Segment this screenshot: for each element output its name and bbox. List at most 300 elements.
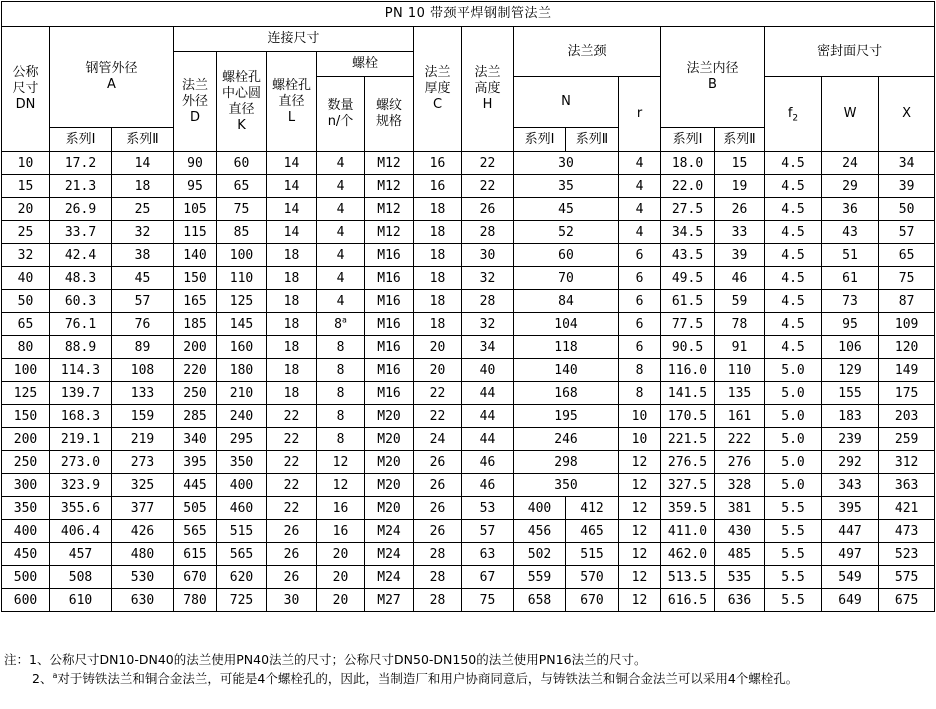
cell-w: 343 [822,474,879,497]
cell-height: 75 [462,589,514,612]
cell-x: 149 [879,359,935,382]
cell-pipe-od-ii: 89 [112,336,174,359]
cell-bolt-qty: 8 [317,382,365,405]
cell-f2: 5.0 [765,428,822,451]
cell-x: 203 [879,405,935,428]
cell-flange-od: 505 [174,497,217,520]
cell-flange-od: 615 [174,543,217,566]
cell-pipe-od-i: 355.6 [50,497,112,520]
header-bore-series-ii: 系列Ⅱ [715,128,765,152]
cell-bore-ii: 381 [715,497,765,520]
cell-bolt-qty: 16 [317,497,365,520]
cell-neck-n: 168 [514,382,619,405]
cell-w: 649 [822,589,879,612]
cell-bolt-hole: 14 [267,152,317,175]
cell-bore-i: 513.5 [661,566,715,589]
cell-bolt-hole: 18 [267,244,317,267]
table-row [2,428,935,451]
cell-bolt-hole: 30 [267,589,317,612]
cell-bolt-qty: 12 [317,451,365,474]
cell-bore-i: 61.5 [661,290,715,313]
cell-bolt-circle: 145 [217,313,267,336]
cell-w: 73 [822,290,879,313]
cell-flange-od: 395 [174,451,217,474]
cell-bolt-circle: 100 [217,244,267,267]
cell-bolt-thread: M27 [365,589,414,612]
cell-height: 32 [462,267,514,290]
cell-height: 28 [462,221,514,244]
table-row [2,221,935,244]
header-f2: $f_2$ [765,77,822,152]
cell-w: 155 [822,382,879,405]
note-1: 注：1、公称尺寸DN10-DN40的法兰使用PN40法兰的尺寸；公称尺寸DN50-DN150的法兰使用PN16法兰的尺寸。 [4,652,647,667]
cell-x: 363 [879,474,935,497]
header-neck-n: N [514,77,619,128]
cell-x: 675 [879,589,935,612]
cell-bolt-circle: 110 [217,267,267,290]
cell-bore-i: 616.5 [661,589,715,612]
cell-bolt-thread: M16 [365,313,414,336]
cell-dn: 100 [2,359,50,382]
cell-bore-ii: 19 [715,175,765,198]
cell-bolt-hole: 14 [267,175,317,198]
cell-bolt-thread: M12 [365,152,414,175]
cell-w: 106 [822,336,879,359]
cell-pipe-od-i: 42.4 [50,244,112,267]
cell-f2: 5.0 [765,359,822,382]
cell-neck-n: 350 [514,474,619,497]
cell-f2: 5.0 [765,405,822,428]
cell-bolt-qty: 4 [317,267,365,290]
cell-bolt-circle: 65 [217,175,267,198]
cell-height: 28 [462,290,514,313]
cell-bolt-circle: 240 [217,405,267,428]
table-row [2,451,935,474]
cell-bolt-qty: 20 [317,543,365,566]
cell-height: 22 [462,175,514,198]
cell-thickness: 26 [414,497,462,520]
flange-spec-table [1,1,935,612]
cell-flange-od: 115 [174,221,217,244]
cell-bolt-circle: 460 [217,497,267,520]
cell-pipe-od-ii: 45 [112,267,174,290]
cell-thickness: 20 [414,336,462,359]
cell-bolt-circle: 160 [217,336,267,359]
cell-thickness: 18 [414,313,462,336]
cell-flange-od: 140 [174,244,217,267]
cell-x: 109 [879,313,935,336]
cell-x: 39 [879,175,935,198]
cell-height: 46 [462,451,514,474]
table-row [2,520,935,543]
cell-thickness: 18 [414,267,462,290]
cell-height: 40 [462,359,514,382]
table-title: PN 10 带颈平焊钢制管法兰 [2,2,935,27]
cell-pipe-od-ii: 630 [112,589,174,612]
cell-neck-n: 52 [514,221,619,244]
cell-height: 44 [462,428,514,451]
cell-flange-od: 90 [174,152,217,175]
cell-pipe-od-ii: 530 [112,566,174,589]
cell-neck-r: 12 [619,566,661,589]
cell-bolt-thread: M20 [365,428,414,451]
table-row [2,474,935,497]
cell-pipe-od-i: 610 [50,589,112,612]
header-neck-series-ii: 系列Ⅱ [566,128,619,152]
cell-w: 239 [822,428,879,451]
cell-neck-n: 84 [514,290,619,313]
cell-neck-n: 246 [514,428,619,451]
cell-w: 95 [822,313,879,336]
cell-dn: 20 [2,198,50,221]
cell-bolt-hole: 18 [267,359,317,382]
cell-bore-i: 462.0 [661,543,715,566]
header-pipe-series-i: 系列Ⅰ [50,128,112,152]
cell-flange-od: 95 [174,175,217,198]
table-row [2,175,935,198]
cell-x: 57 [879,221,935,244]
cell-neck-n: 140 [514,359,619,382]
header-bolt-thread: 螺纹 规格 [365,77,414,152]
header-bolt: 螺栓 [317,52,414,77]
cell-height: 34 [462,336,514,359]
cell-bolt-qty: 8 [317,359,365,382]
cell-thickness: 20 [414,359,462,382]
cell-x: 523 [879,543,935,566]
cell-thickness: 18 [414,244,462,267]
cell-pipe-od-ii: 57 [112,290,174,313]
cell-height: 57 [462,520,514,543]
header-bolt-circle: 螺栓孔 中心圆 直径 K [217,52,267,152]
cell-bolt-thread: M24 [365,543,414,566]
cell-w: 549 [822,566,879,589]
cell-f2: 5.5 [765,543,822,566]
table-row [2,382,935,405]
cell-bore-ii: 110 [715,359,765,382]
cell-bolt-hole: 22 [267,474,317,497]
cell-bolt-hole: 18 [267,313,317,336]
header-thickness: 法兰 厚度 C [414,27,462,152]
cell-flange-od: 150 [174,267,217,290]
cell-bore-i: 411.0 [661,520,715,543]
table-row [2,405,935,428]
cell-bore-ii: 39 [715,244,765,267]
cell-height: 44 [462,405,514,428]
cell-f2: 4.5 [765,221,822,244]
cell-bolt-thread: M12 [365,221,414,244]
header-x: X [879,77,935,152]
cell-thickness: 28 [414,566,462,589]
cell-neck-r: 10 [619,405,661,428]
cell-pipe-od-i: 457 [50,543,112,566]
header-bore-series-i: 系列Ⅰ [661,128,715,152]
cell-bolt-circle: 565 [217,543,267,566]
cell-bolt-qty: 4 [317,244,365,267]
cell-pipe-od-i: 88.9 [50,336,112,359]
cell-x: 175 [879,382,935,405]
cell-f2: 4.5 [765,267,822,290]
table-row [2,267,935,290]
cell-bolt-qty: 4 [317,175,365,198]
header-pipe-od: 钢管外径 A [50,27,174,128]
cell-neck-n: 45 [514,198,619,221]
header-bolt-hole: 螺栓孔 直径 L [267,52,317,152]
cell-neck-n: 195 [514,405,619,428]
cell-flange-od: 340 [174,428,217,451]
cell-pipe-od-i: 48.3 [50,267,112,290]
cell-w: 129 [822,359,879,382]
cell-pipe-od-i: 76.1 [50,313,112,336]
table-row [2,359,935,382]
header-sealing: 密封面尺寸 [765,27,935,77]
cell-thickness: 16 [414,152,462,175]
header-flange-od: 法兰 外径 D [174,52,217,152]
cell-height: 30 [462,244,514,267]
cell-neck-n-ii: 570 [566,566,619,589]
cell-height: 67 [462,566,514,589]
header-connection: 连接尺寸 [174,27,414,52]
cell-bore-ii: 485 [715,543,765,566]
cell-bolt-thread: M24 [365,520,414,543]
cell-dn: 80 [2,336,50,359]
cell-pipe-od-ii: 159 [112,405,174,428]
cell-dn: 40 [2,267,50,290]
cell-flange-od: 670 [174,566,217,589]
cell-pipe-od-i: 21.3 [50,175,112,198]
cell-bolt-circle: 125 [217,290,267,313]
cell-flange-od: 165 [174,290,217,313]
cell-dn: 600 [2,589,50,612]
cell-x: 473 [879,520,935,543]
cell-pipe-od-i: 26.9 [50,198,112,221]
cell-neck-r: 12 [619,451,661,474]
cell-height: 26 [462,198,514,221]
cell-w: 36 [822,198,879,221]
cell-w: 29 [822,175,879,198]
cell-pipe-od-ii: 426 [112,520,174,543]
cell-bore-ii: 328 [715,474,765,497]
cell-bolt-thread: M20 [365,474,414,497]
cell-bore-ii: 222 [715,428,765,451]
cell-bore-ii: 46 [715,267,765,290]
cell-w: 447 [822,520,879,543]
header-pipe-series-ii: 系列Ⅱ [112,128,174,152]
cell-bore-i: 221.5 [661,428,715,451]
cell-flange-od: 200 [174,336,217,359]
cell-bore-i: 34.5 [661,221,715,244]
cell-pipe-od-ii: 32 [112,221,174,244]
cell-dn: 50 [2,290,50,313]
cell-neck-n-ii: 515 [566,543,619,566]
cell-w: 497 [822,543,879,566]
cell-bore-i: 359.5 [661,497,715,520]
cell-pipe-od-ii: 18 [112,175,174,198]
notes [4,650,932,688]
cell-neck-n: 70 [514,267,619,290]
cell-neck-r: 4 [619,175,661,198]
cell-neck-r: 10 [619,428,661,451]
cell-dn: 125 [2,382,50,405]
table-row [2,336,935,359]
cell-pipe-od-ii: 14 [112,152,174,175]
cell-bolt-hole: 22 [267,405,317,428]
cell-bolt-hole: 26 [267,566,317,589]
cell-neck-r: 6 [619,244,661,267]
cell-dn: 10 [2,152,50,175]
cell-w: 24 [822,152,879,175]
cell-dn: 400 [2,520,50,543]
cell-thickness: 24 [414,428,462,451]
cell-bore-ii: 276 [715,451,765,474]
cell-neck-r: 8 [619,382,661,405]
cell-neck-r: 6 [619,267,661,290]
cell-neck-n: 60 [514,244,619,267]
cell-bolt-thread: M12 [365,175,414,198]
cell-flange-od: 220 [174,359,217,382]
cell-height: 22 [462,152,514,175]
cell-pipe-od-i: 219.1 [50,428,112,451]
cell-thickness: 22 [414,405,462,428]
cell-f2: 5.5 [765,589,822,612]
cell-bolt-qty: 4 [317,290,365,313]
cell-bolt-hole: 18 [267,382,317,405]
cell-dn: 25 [2,221,50,244]
cell-bolt-thread: M20 [365,497,414,520]
cell-bolt-circle: 60 [217,152,267,175]
cell-bolt-thread: M16 [365,267,414,290]
cell-bore-ii: 91 [715,336,765,359]
cell-neck-r: 12 [619,543,661,566]
cell-bore-i: 49.5 [661,267,715,290]
cell-pipe-od-i: 323.9 [50,474,112,497]
cell-bolt-qty: 12 [317,474,365,497]
cell-pipe-od-ii: 377 [112,497,174,520]
cell-neck-n: 30 [514,152,619,175]
cell-neck-n: 298 [514,451,619,474]
cell-bore-i: 77.5 [661,313,715,336]
cell-bore-i: 27.5 [661,198,715,221]
table-row [2,313,935,336]
cell-bolt-circle: 725 [217,589,267,612]
cell-bolt-hole: 18 [267,267,317,290]
cell-bolt-thread: M20 [365,451,414,474]
cell-pipe-od-ii: 25 [112,198,174,221]
cell-dn: 32 [2,244,50,267]
cell-w: 395 [822,497,879,520]
cell-pipe-od-i: 33.7 [50,221,112,244]
cell-dn: 15 [2,175,50,198]
cell-x: 87 [879,290,935,313]
cell-bolt-thread: M12 [365,198,414,221]
cell-bolt-qty: 20 [317,566,365,589]
cell-w: 51 [822,244,879,267]
cell-bolt-qty: 8$^a$ [317,313,365,336]
cell-bolt-circle: 515 [217,520,267,543]
cell-f2: 5.0 [765,474,822,497]
cell-thickness: 22 [414,382,462,405]
cell-bore-ii: 78 [715,313,765,336]
cell-pipe-od-i: 273.0 [50,451,112,474]
cell-height: 63 [462,543,514,566]
cell-w: 43 [822,221,879,244]
table-body [2,152,935,612]
cell-height: 53 [462,497,514,520]
cell-dn: 500 [2,566,50,589]
cell-pipe-od-ii: 325 [112,474,174,497]
cell-bolt-qty: 8 [317,405,365,428]
header-neck-r: r [619,77,661,152]
cell-f2: 4.5 [765,336,822,359]
table-row [2,589,935,612]
cell-pipe-od-i: 508 [50,566,112,589]
table-row [2,244,935,267]
cell-bore-ii: 535 [715,566,765,589]
cell-bore-i: 276.5 [661,451,715,474]
cell-bolt-thread: M24 [365,566,414,589]
cell-neck-n-ii: 670 [566,589,619,612]
cell-bore-ii: 15 [715,152,765,175]
cell-thickness: 28 [414,543,462,566]
header-bolt-qty: 数量 n/个 [317,77,365,152]
cell-x: 421 [879,497,935,520]
cell-bolt-thread: M16 [365,382,414,405]
cell-neck-r: 6 [619,336,661,359]
cell-x: 312 [879,451,935,474]
cell-neck-n-ii: 412 [566,497,619,520]
table-row [2,497,935,520]
cell-x: 259 [879,428,935,451]
cell-bolt-thread: M16 [365,244,414,267]
cell-pipe-od-ii: 133 [112,382,174,405]
header-neck-series-i: 系列Ⅰ [514,128,566,152]
cell-height: 44 [462,382,514,405]
cell-x: 65 [879,244,935,267]
cell-w: 183 [822,405,879,428]
cell-flange-od: 185 [174,313,217,336]
cell-dn: 200 [2,428,50,451]
cell-neck-r: 4 [619,198,661,221]
cell-flange-od: 565 [174,520,217,543]
cell-bore-i: 18.0 [661,152,715,175]
cell-bolt-hole: 26 [267,520,317,543]
cell-thickness: 26 [414,451,462,474]
cell-dn: 250 [2,451,50,474]
cell-flange-od: 250 [174,382,217,405]
cell-bore-ii: 430 [715,520,765,543]
cell-w: 61 [822,267,879,290]
note-2: 2、$^a$对于铸铁法兰和铜合金法兰，可能是4个螺栓孔的，因此，当制造厂和用户协商同意后，与铸铁法兰和铜合金法兰可以采用4个螺栓孔。 [32,670,799,686]
cell-pipe-od-ii: 108 [112,359,174,382]
cell-dn: 300 [2,474,50,497]
cell-bolt-circle: 400 [217,474,267,497]
cell-neck-n-i: 456 [514,520,566,543]
table-row [2,198,935,221]
cell-thickness: 28 [414,589,462,612]
table-row [2,290,935,313]
cell-bore-ii: 33 [715,221,765,244]
cell-bolt-circle: 85 [217,221,267,244]
cell-f2: 4.5 [765,152,822,175]
cell-pipe-od-ii: 38 [112,244,174,267]
cell-thickness: 16 [414,175,462,198]
cell-x: 120 [879,336,935,359]
cell-thickness: 18 [414,290,462,313]
cell-f2: 4.5 [765,244,822,267]
cell-x: 75 [879,267,935,290]
header-height: 法兰 高度 H [462,27,514,152]
cell-f2: 5.5 [765,520,822,543]
cell-neck-r: 4 [619,152,661,175]
